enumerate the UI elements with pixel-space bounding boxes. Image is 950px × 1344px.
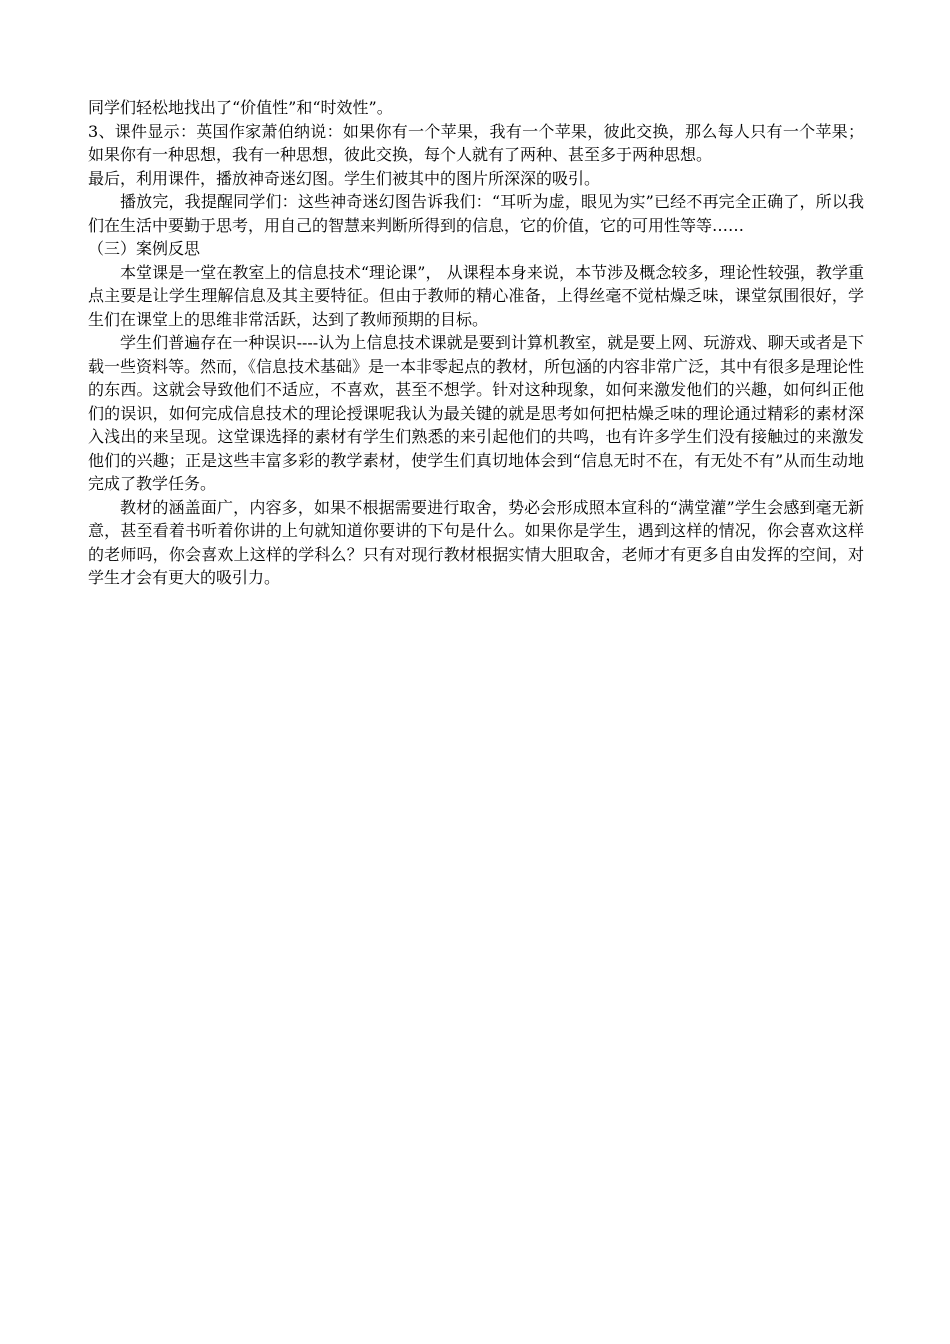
paragraph-illusion-images: 最后，利用课件，播放神奇迷幻图。学生们被其中的图片所深深的吸引。 [88, 168, 601, 188]
document-page [88, 96, 864, 590]
paragraph-value-timeliness: 同学们轻松地找出了“价值性”和“时效性”。 [88, 98, 393, 117]
paragraph-reminder: 播放完，我提醒同学们：这些神奇迷幻图告诉我们：“耳听为虚，眼见为实”已经不再完全正确了，所以我们在生活中要勤于思考，用自己的智慧来判断所得到的信息，它的价值，它的可用性等等…… [88, 192, 864, 235]
paragraph-shaw-quote: 3、课件显示：英国作家萧伯纳说：如果你有一个苹果，我有一个苹果，彼此交换，那么每人只有一个苹果；如果你有一种思想，我有一种思想，彼此交换，每个人就有了两种、甚至多于两种思想。 [88, 121, 864, 164]
section-heading: （三）案例反思 [88, 239, 201, 258]
reflection-paragraph-2: 学生们普遍存在一种误识----认为上信息技术课就是要到计算机教室，就是要上网、玩游戏、聊天或者是下载一些资料等。然而，《信息技术基础》是一本非零起点的教材，所包涵的内容非常广泛，其中有很多是理论性的东西。这就会导致他们不适应，不喜欢，甚至不想学。针对这种现象，如何来激发他们的兴趣，如何纠正他们的误识，如何完成信息技术的理论授课呢我认为最关键的就是思考如何把枯燥乏味的理论通过精彩的素材深入浅出的来呈现。这堂课选择的素材有学生们熟悉的来引起他们的共鸣，也有许多学生们没有接触过的来激发他们的兴趣；正是这些丰富多彩的教学素材，使学生们真切地体会到“信息无时不在，有无处不有”从而生动地完成了教学任务。 [88, 333, 865, 493]
reflection-paragraph-3: 教材的涵盖面广，内容多，如果不根据需要进行取舍，势必会形成照本宣科的“满堂灌”学生会感到毫无新意，甚至看着书听着你讲的上句就知道你要讲的下句是什么。如果你是学生，遇到这样的情况，你会喜欢这样的老师吗，你会喜欢上这样的学科么？只有对现行教材根据实情大胆取舍，老师才有更多自由发挥的空间，对学生才会有更大的吸引力。 [88, 497, 864, 587]
reflection-paragraph-1: 本堂课是一堂在教室上的信息技术“理论课”， 从课程本身来说，本节涉及概念较多，理论性较强，教学重点主要是让学生理解信息及其主要特征。但由于教师的精心准备，上得丝毫不觉枯燥乏味，课堂氛围很好，学生们在课堂上的思维非常活跃，达到了教师预期的目标。 [88, 262, 864, 329]
